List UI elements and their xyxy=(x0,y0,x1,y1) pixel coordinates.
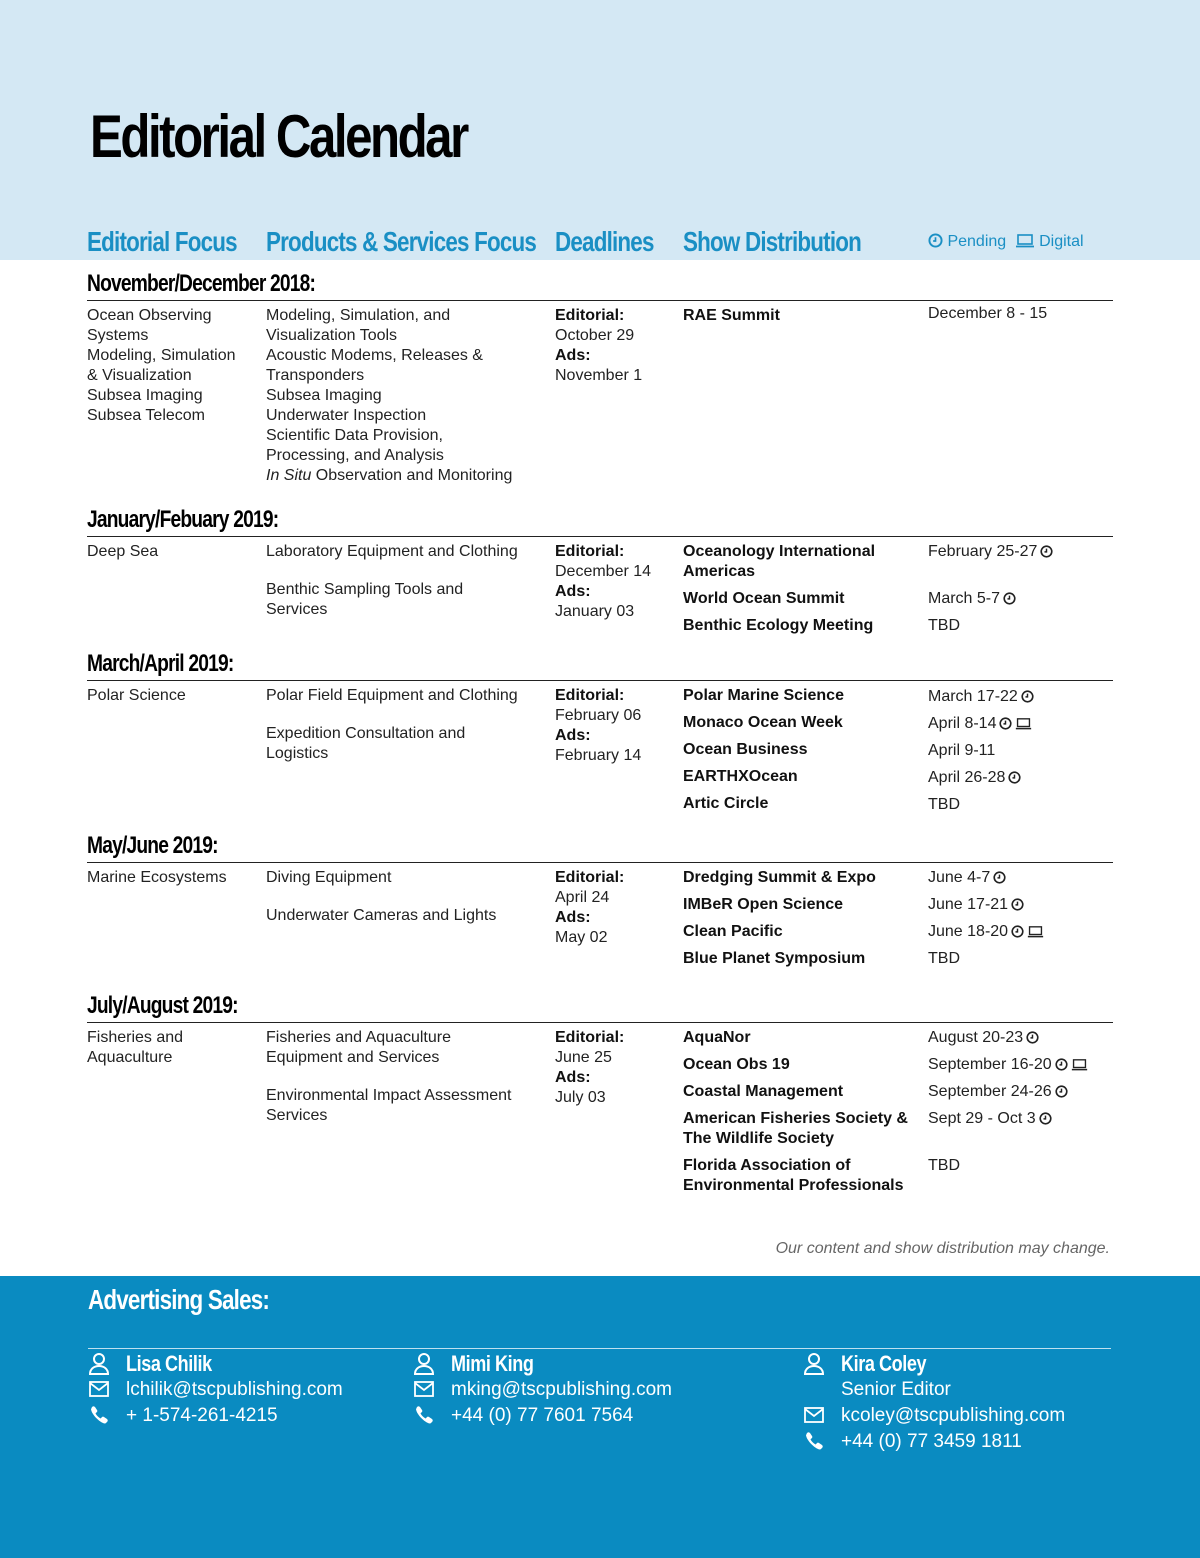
col-head-products-focus: Products & Services Focus xyxy=(266,226,537,257)
laptop-icon xyxy=(1015,233,1035,253)
col-head-show-distribution: Show Distribution xyxy=(683,226,862,257)
clock-icon xyxy=(1026,1030,1039,1050)
advertising-footer xyxy=(0,1276,1200,1558)
show-date: TBD xyxy=(928,617,960,634)
disclaimer-note: Our content and show distribution may change. xyxy=(775,1240,1110,1257)
show-date: TBD xyxy=(928,1157,960,1174)
contact-email[interactable]: lchilik@tscpublishing.com xyxy=(126,1379,343,1400)
show-date: September 24-26 xyxy=(928,1082,1068,1104)
section-title: May/June 2019: xyxy=(87,832,218,859)
laptop-icon xyxy=(1027,924,1044,944)
clock-icon xyxy=(1055,1057,1068,1077)
show-date: April 8-14 xyxy=(928,714,1032,736)
show-date: March 5-7 xyxy=(928,589,1016,611)
clock-icon xyxy=(993,870,1006,890)
legend-pending: Pending xyxy=(947,233,1007,250)
section-title: November/December 2018: xyxy=(87,270,316,297)
clock-icon xyxy=(1011,924,1024,944)
show-name: Ocean Business xyxy=(683,741,808,758)
user-icon xyxy=(88,1352,110,1374)
deadlines: Editorial: April 24 Ads: May 02 xyxy=(555,869,625,946)
show-name: Oceanology International Americas xyxy=(683,543,876,580)
show-name: Benthic Ecology Meeting xyxy=(683,617,874,634)
contact-name: Kira Coley xyxy=(841,1351,927,1376)
laptop-icon xyxy=(1071,1057,1088,1077)
user-icon xyxy=(803,1352,825,1374)
contact-role: Senior Editor xyxy=(841,1379,951,1400)
section-rule xyxy=(87,862,1113,863)
show-date: TBD xyxy=(928,950,960,967)
envelope-icon xyxy=(803,1404,825,1426)
editorial-focus: Ocean Observing Systems Modeling, Simulation & Visualization Subsea Imaging Subsea Telecom xyxy=(87,307,236,424)
show-name: Ocean Obs 19 xyxy=(683,1056,790,1073)
show-name: RAE Summit xyxy=(683,307,780,324)
section-rule xyxy=(87,300,1113,301)
show-name: Blue Planet Symposium xyxy=(683,950,866,967)
show-name: Polar Marine Science xyxy=(683,687,844,704)
deadlines: Editorial: June 25 Ads: July 03 xyxy=(555,1029,625,1106)
deadlines: Editorial: December 14 Ads: January 03 xyxy=(555,543,652,620)
editorial-focus: Polar Science xyxy=(87,687,186,704)
section-rule xyxy=(87,1022,1113,1023)
show-date: December 8 - 15 xyxy=(928,305,1048,322)
legend-digital: Digital xyxy=(1039,233,1084,250)
show-name: EARTHXOcean xyxy=(683,768,798,785)
clock-icon xyxy=(1008,770,1021,790)
show-date: September 16-20 xyxy=(928,1055,1088,1077)
envelope-icon xyxy=(413,1378,435,1400)
editorial-focus: Marine Ecosystems xyxy=(87,869,227,886)
section-title: January/Febuary 2019: xyxy=(87,506,279,533)
clock-icon xyxy=(1011,897,1024,917)
show-date: June 17-21 xyxy=(928,895,1024,917)
show-date: TBD xyxy=(928,796,960,813)
contact-phone[interactable]: + 1-574-261-4215 xyxy=(126,1405,278,1426)
phone-icon xyxy=(413,1404,435,1426)
clock-icon xyxy=(1021,689,1034,709)
envelope-icon xyxy=(88,1378,110,1400)
editorial-focus: Fisheries and Aquaculture xyxy=(87,1029,184,1066)
contact-email[interactable]: kcoley@tscpublishing.com xyxy=(841,1405,1066,1426)
user-icon xyxy=(413,1352,435,1374)
contact-phone[interactable]: +44 (0) 77 3459 1811 xyxy=(841,1431,1022,1452)
products-focus: Laboratory Equipment and Clothing Benthic Sampling Tools and Services xyxy=(266,543,518,618)
clock-icon xyxy=(1040,544,1053,564)
show-date: February 25-27 xyxy=(928,542,1053,564)
deadlines: Editorial: October 29 Ads: November 1 xyxy=(555,307,643,384)
show-name: IMBeR Open Science xyxy=(683,896,844,913)
products-focus: Modeling, Simulation, and Visualization Tools Acoustic Modems, Releases & Transponders Subsea Imaging Underwater Inspection Scientific Data Provision, Processing, and Analysis In Situ Observation and Monitoring xyxy=(266,307,513,484)
advertising-title: Advertising Sales: xyxy=(88,1284,270,1315)
deadlines: Editorial: February 06 Ads: February 14 xyxy=(555,687,642,764)
show-date: June 4-7 xyxy=(928,868,1006,890)
section-title: March/April 2019: xyxy=(87,650,234,677)
show-name: Florida Association of Environmental Professionals xyxy=(683,1157,904,1194)
clock-icon xyxy=(1039,1111,1052,1131)
laptop-icon xyxy=(1015,716,1032,736)
products-focus: Fisheries and Aquaculture Equipment and Services Environmental Impact Assessment Services xyxy=(266,1029,512,1124)
show-name: Clean Pacific xyxy=(683,923,783,940)
show-name: Artic Circle xyxy=(683,795,769,812)
products-focus: Diving Equipment Underwater Cameras and Lights xyxy=(266,869,497,924)
footer-rule xyxy=(88,1348,1111,1349)
products-focus: Polar Field Equipment and Clothing Expedition Consultation and Logistics xyxy=(266,687,518,762)
show-name: AquaNor xyxy=(683,1029,751,1046)
section-rule xyxy=(87,680,1113,681)
contact-email[interactable]: mking@tscpublishing.com xyxy=(451,1379,672,1400)
legend xyxy=(928,233,1084,253)
section-rule xyxy=(87,536,1113,537)
show-date: April 26-28 xyxy=(928,768,1021,790)
show-name: American Fisheries Society & The Wildlife Society xyxy=(683,1110,908,1147)
section-title: July/August 2019: xyxy=(87,992,238,1019)
phone-icon xyxy=(88,1404,110,1426)
editorial-focus: Deep Sea xyxy=(87,543,159,560)
clock-icon xyxy=(1055,1084,1068,1104)
show-date: August 20-23 xyxy=(928,1028,1039,1050)
col-head-editorial-focus: Editorial Focus xyxy=(87,226,237,257)
clock-icon xyxy=(928,233,943,253)
show-name: Monaco Ocean Week xyxy=(683,714,843,731)
show-date: April 9-11 xyxy=(928,742,996,759)
contact-phone[interactable]: +44 (0) 77 7601 7564 xyxy=(451,1405,634,1426)
show-name: World Ocean Summit xyxy=(683,590,845,607)
contact-name: Mimi King xyxy=(451,1351,534,1376)
col-head-deadlines: Deadlines xyxy=(555,226,654,257)
show-name: Dredging Summit & Expo xyxy=(683,869,876,886)
show-date: June 18-20 xyxy=(928,922,1044,944)
show-date: March 17-22 xyxy=(928,687,1034,709)
show-name: Coastal Management xyxy=(683,1083,844,1100)
clock-icon xyxy=(1003,591,1016,611)
contact-name: Lisa Chilik xyxy=(126,1351,212,1376)
page-title: Editorial Calendar xyxy=(90,103,467,170)
clock-icon xyxy=(999,716,1012,736)
phone-icon xyxy=(803,1430,825,1452)
show-date: Sept 29 - Oct 3 xyxy=(928,1109,1052,1131)
